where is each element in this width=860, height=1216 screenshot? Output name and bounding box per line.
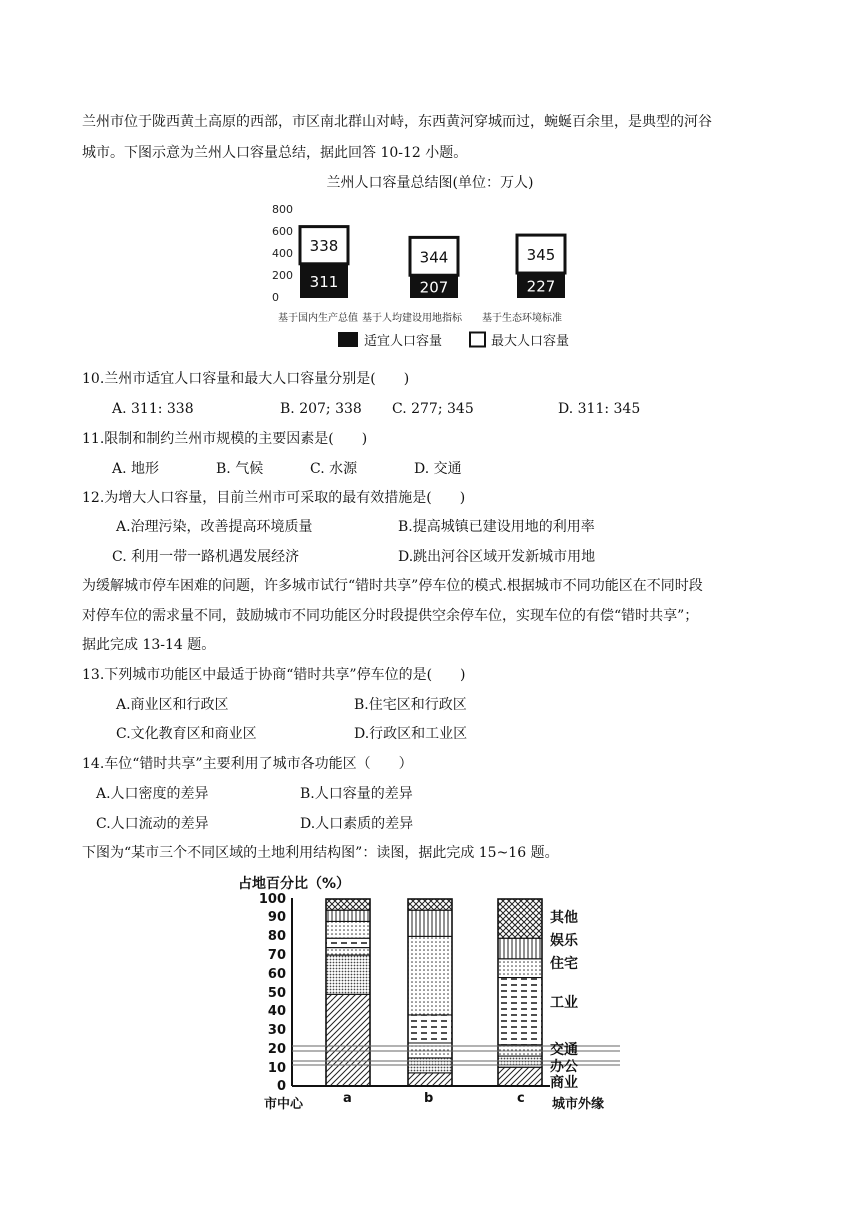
intro2-line3: 据此完成 13-14 题。 xyxy=(82,637,216,653)
segment-industrial-c xyxy=(498,978,542,1045)
legend-suitable-swatch xyxy=(338,332,358,347)
q14-option-a[interactable]: A.人口密度的差异 xyxy=(96,786,209,802)
legend-office: 办公 xyxy=(550,1059,578,1075)
chart2-y-label: 占地百分比（%） xyxy=(238,876,351,892)
intro1-line2: 城市。下图示意为兰州人口容量总结，据此回答 10-12 小题。 xyxy=(82,145,468,161)
segment-office-a xyxy=(326,955,370,994)
q12-option-a[interactable]: A.治理污染，改善提高环境质量 xyxy=(116,519,313,535)
category-eco: 基于生态环境标准 xyxy=(482,313,562,324)
q11-option-a[interactable]: A. 地形 xyxy=(112,461,160,477)
q12-option-d[interactable]: D.跳出河谷区域开发新城市用地 xyxy=(398,549,596,565)
legend-residential: 住宅 xyxy=(550,956,578,972)
segment-office-c xyxy=(498,1056,542,1067)
label-max-0: 338 xyxy=(309,237,339,256)
left-label: 市中心 xyxy=(264,1097,304,1112)
q14-option-b[interactable]: B.人口容量的差异 xyxy=(300,786,413,802)
y2-tick-80: 80 xyxy=(267,929,286,944)
label-suitable-0: 311 xyxy=(309,272,339,291)
segment-transport-b xyxy=(408,1043,452,1058)
q14-option-c[interactable]: C.人口流动的差异 xyxy=(96,816,209,832)
land-use-structure-chart xyxy=(230,868,630,1116)
y2-tick-20: 20 xyxy=(267,1042,286,1057)
y-tick-800: 800 xyxy=(272,203,293,216)
y2-tick-50: 50 xyxy=(267,986,286,1001)
segment-other-b xyxy=(408,899,452,910)
category-gdp: 基于国内生产总值 xyxy=(278,313,358,324)
segment-residential-a xyxy=(326,921,370,938)
legend-suitable-label: 适宜人口容量 xyxy=(364,334,443,349)
q13-stem: 13.下列城市功能区中最适于协商“错时共享”停车位的是( ) xyxy=(82,667,466,683)
category-land: 基于人均建设用地指标 xyxy=(362,313,462,324)
intro3-line1: 下图为“某市三个不同区域的土地利用结构图”：读图，据此完成 15~16 题。 xyxy=(82,845,559,861)
category-c: c xyxy=(517,1091,525,1106)
q13-option-d[interactable]: D.行政区和工业区 xyxy=(354,726,468,742)
q13-option-b[interactable]: B.住宅区和行政区 xyxy=(354,697,467,713)
chart2-bars xyxy=(326,899,542,1086)
segment-commercial-b xyxy=(408,1073,452,1086)
chart2-y-ticks xyxy=(259,892,286,1094)
segment-commercial-a xyxy=(326,994,370,1086)
y2-tick-0: 0 xyxy=(276,1079,286,1094)
chart1-bars xyxy=(300,227,565,298)
chart2-legend xyxy=(550,909,579,1091)
label-max-2: 345 xyxy=(526,246,556,265)
y2-tick-90: 90 xyxy=(267,910,286,925)
segment-entertainment-c xyxy=(498,938,542,959)
segment-industrial-a xyxy=(326,938,370,947)
legend-max-label: 最大人口容量 xyxy=(491,334,570,349)
legend-max-swatch xyxy=(470,333,485,347)
chart1-y-axis xyxy=(272,203,293,304)
q13-option-c[interactable]: C.文化教育区和商业区 xyxy=(116,726,257,742)
legend-entertainment: 娱乐 xyxy=(550,933,578,949)
segment-transport-c xyxy=(498,1045,542,1056)
intro1-line1: 兰州市位于陇西黄土高原的西部，市区南北群山对峙，东西黄河穿城而过，蜿蜒百余里，是典型的河谷 xyxy=(82,114,712,130)
y2-tick-60: 60 xyxy=(267,967,286,982)
q11-option-d[interactable]: D. 交通 xyxy=(414,461,462,477)
population-capacity-chart xyxy=(260,195,600,360)
y2-tick-40: 40 xyxy=(267,1004,286,1019)
legend-transport: 交通 xyxy=(550,1042,578,1058)
legend-other: 其他 xyxy=(550,910,578,926)
label-suitable-2: 227 xyxy=(526,277,556,296)
y2-tick-10: 10 xyxy=(267,1061,286,1076)
q11-option-c[interactable]: C. 水源 xyxy=(310,461,358,477)
segment-transport-a xyxy=(326,948,370,955)
q14-option-d[interactable]: D.人口素质的差异 xyxy=(300,816,414,832)
y2-tick-30: 30 xyxy=(267,1023,286,1038)
y-tick-200: 200 xyxy=(272,269,293,282)
segment-other-a xyxy=(326,899,370,910)
q12-option-c[interactable]: C. 利用一带一路机遇发展经济 xyxy=(112,549,300,565)
legend-industrial: 工业 xyxy=(550,995,578,1011)
intro2-line2: 对停车位的需求量不同，鼓励城市不同功能区分时段提供空余停车位，实现车位的有偿“错时共享”； xyxy=(82,608,699,624)
q10-option-d[interactable]: D. 311: 345 xyxy=(558,401,641,417)
category-a: a xyxy=(343,1091,352,1106)
q11-option-b[interactable]: B. 气候 xyxy=(216,461,264,477)
q14-stem: 14.车位“错时共享”主要利用了城市各功能区（ ） xyxy=(82,756,413,772)
q10-option-c[interactable]: C. 277; 345 xyxy=(392,401,474,417)
q10-stem: 10.兰州市适宜人口容量和最大人口容量分别是( ) xyxy=(82,371,410,387)
category-b: b xyxy=(424,1091,434,1106)
legend-commercial: 商业 xyxy=(550,1075,578,1091)
q11-stem: 11.限制和制约兰州市规模的主要因素是( ) xyxy=(82,431,368,447)
segment-residential-b xyxy=(408,936,452,1015)
chart1-title: 兰州人口容量总结图(单位：万人) xyxy=(326,175,534,191)
right-label: 城市外缘 xyxy=(552,1097,605,1112)
label-suitable-1: 207 xyxy=(419,278,449,297)
y-tick-600: 600 xyxy=(272,225,293,238)
segment-commercial-c xyxy=(498,1067,542,1086)
intro2-line1: 为缓解城市停车困难的问题，许多城市试行“错时共享”停车位的模式.根据城市不同功能区在不同时段 xyxy=(82,578,703,594)
segment-residential-c xyxy=(498,959,542,978)
q12-stem: 12.为增大人口容量，目前兰州市可采取的最有效措施是( ) xyxy=(82,490,466,506)
y-tick-400: 400 xyxy=(272,247,293,260)
segment-entertainment-a xyxy=(326,910,370,921)
label-max-1: 344 xyxy=(419,248,449,267)
chart2-x-labels xyxy=(264,1091,604,1112)
y-tick-0: 0 xyxy=(272,291,279,304)
segment-industrial-b xyxy=(408,1015,452,1043)
q10-option-a[interactable]: A. 311: 338 xyxy=(112,401,194,417)
chart1-categories xyxy=(278,311,562,324)
segment-other-c xyxy=(498,899,542,938)
q13-option-a[interactable]: A.商业区和行政区 xyxy=(116,697,229,713)
y2-tick-70: 70 xyxy=(267,948,286,963)
y2-tick-100: 100 xyxy=(258,892,286,907)
q12-option-b[interactable]: B.提高城镇已建设用地的利用率 xyxy=(398,519,595,535)
q10-option-b[interactable]: B. 207; 338 xyxy=(280,401,362,417)
segment-entertainment-b xyxy=(408,910,452,936)
chart1-legend xyxy=(338,332,569,349)
